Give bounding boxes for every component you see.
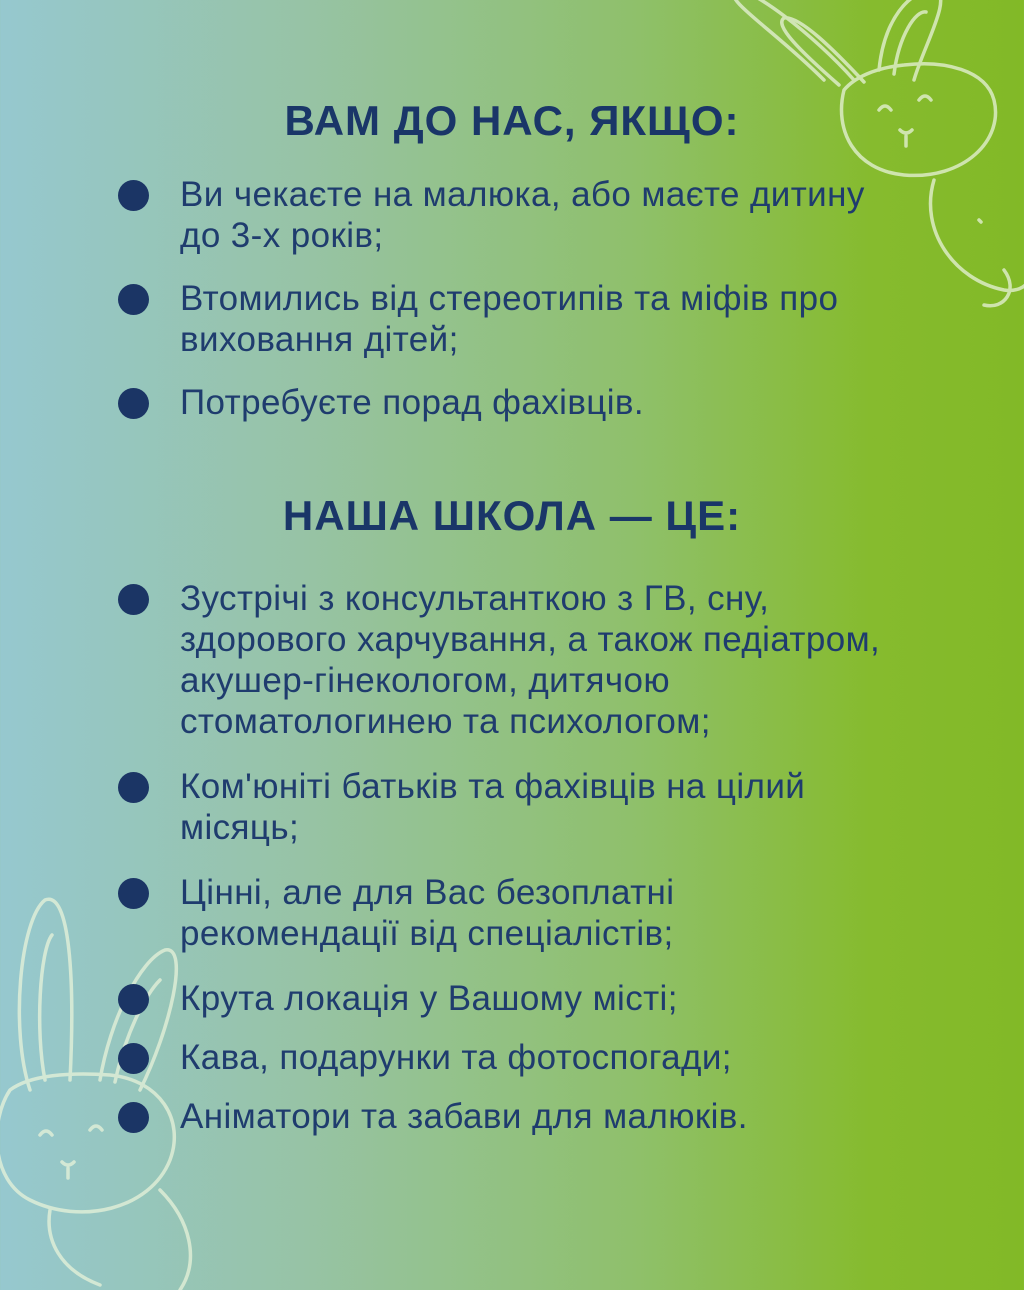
list-item xyxy=(118,382,898,423)
bullet-dot-icon xyxy=(118,284,149,315)
list-item-text: Ви чекаєте на малюка, або маєте дитину до 3-х років; xyxy=(180,175,865,255)
list-item-text: Втомились від стереотипів та міфів про виховання дітей; xyxy=(180,279,839,359)
bullet-dot-icon xyxy=(118,180,149,211)
list-item-text: Цінні, але для Вас безоплатні рекомендації від спеціалістів; xyxy=(180,873,675,953)
our-school-list xyxy=(118,578,898,1161)
bullet-dot-icon xyxy=(118,984,149,1015)
list-item-text: Аніматори та забави для малюків. xyxy=(180,1097,748,1136)
list-item xyxy=(118,174,898,256)
bullet-dot-icon xyxy=(118,1102,149,1133)
list-item xyxy=(118,872,898,954)
bullet-dot-icon xyxy=(118,772,149,803)
list-item-text: Крута локація у Вашому місті; xyxy=(180,979,678,1018)
who-for-list xyxy=(118,174,898,445)
list-item-text: Зустрічі з консультанткою з ГВ, сну, здорового харчування, а також педіатром, акушер-гінекологом, дитячою стоматологинею та психологом; xyxy=(180,579,881,741)
list-item xyxy=(118,766,898,848)
bullet-dot-icon xyxy=(118,1043,149,1074)
list-item xyxy=(118,278,898,360)
list-item-text: Кава, подарунки та фотоспогади; xyxy=(180,1038,732,1077)
section-title-who-for: ВАМ ДО НАС, ЯКЩО: xyxy=(284,97,740,144)
list-item-text: Ком'юніті батьків та фахівців на цілий місяць; xyxy=(180,767,806,847)
section-title-our-school: НАША ШКОЛА — ЦЕ: xyxy=(282,492,742,539)
bullet-dot-icon xyxy=(118,388,149,419)
list-item xyxy=(118,578,898,742)
list-item xyxy=(118,1096,898,1137)
list-item-text: Потребуєте порад фахівців. xyxy=(180,383,645,422)
bullet-dot-icon xyxy=(118,584,149,615)
list-item xyxy=(118,978,898,1019)
bullet-dot-icon xyxy=(118,878,149,909)
list-item xyxy=(118,1037,898,1078)
